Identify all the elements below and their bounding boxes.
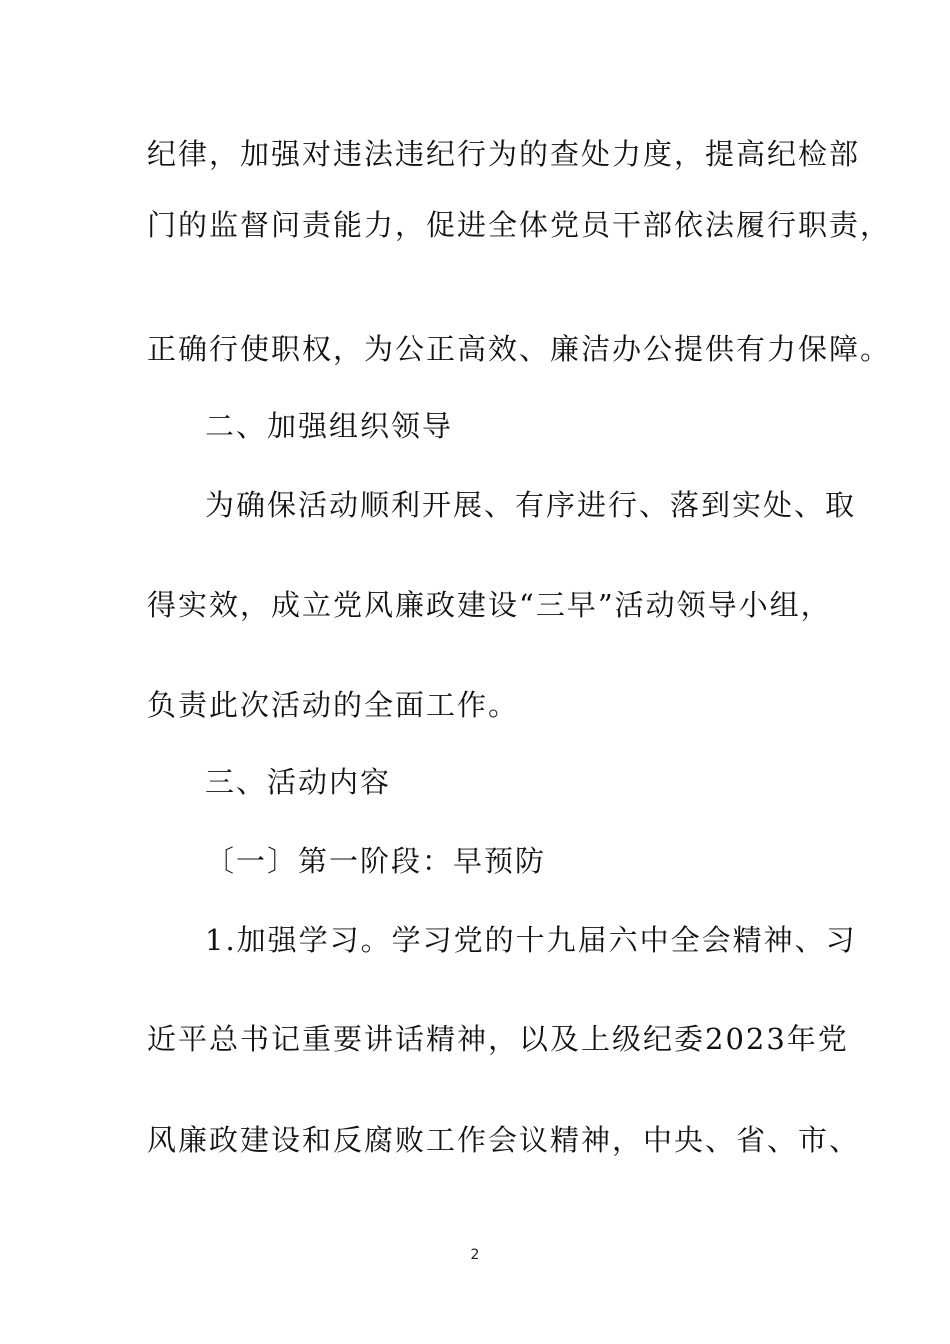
page-number: 2: [470, 1247, 480, 1263]
body-text-line: 负责此次活动的全面工作。: [147, 688, 520, 722]
body-text-line: 得实效，成立党风廉政建设“三早”活动领导小组，: [147, 588, 832, 622]
body-text-line: 门的监督问责能力，促进全体党员干部依法履行职责，: [147, 208, 892, 242]
section-heading: 三、活动内容: [205, 765, 392, 799]
body-text-line: 正确行使职权，为公正高效、廉洁办公提供有力保障。: [147, 332, 892, 366]
body-text-line: 纪律，加强对违法违纪行为的查处力度，提高纪检部: [147, 137, 861, 171]
body-text-line: 为确保活动顺利开展、有序进行、落到实处、取: [205, 488, 857, 522]
body-text-line: 风廉政建设和反腐败工作会议精神，中央、省、市、: [147, 1123, 861, 1157]
subsection-heading: 〔一〕第一阶段：早预防: [205, 844, 547, 878]
body-text-line: 近平总书记重要讲话精神，以及上级纪委2023年党: [147, 1022, 849, 1056]
section-heading: 二、加强组织领导: [205, 409, 454, 443]
body-text-line: 1.加强学习。学习党的十九届六中全会精神、习: [205, 923, 857, 957]
